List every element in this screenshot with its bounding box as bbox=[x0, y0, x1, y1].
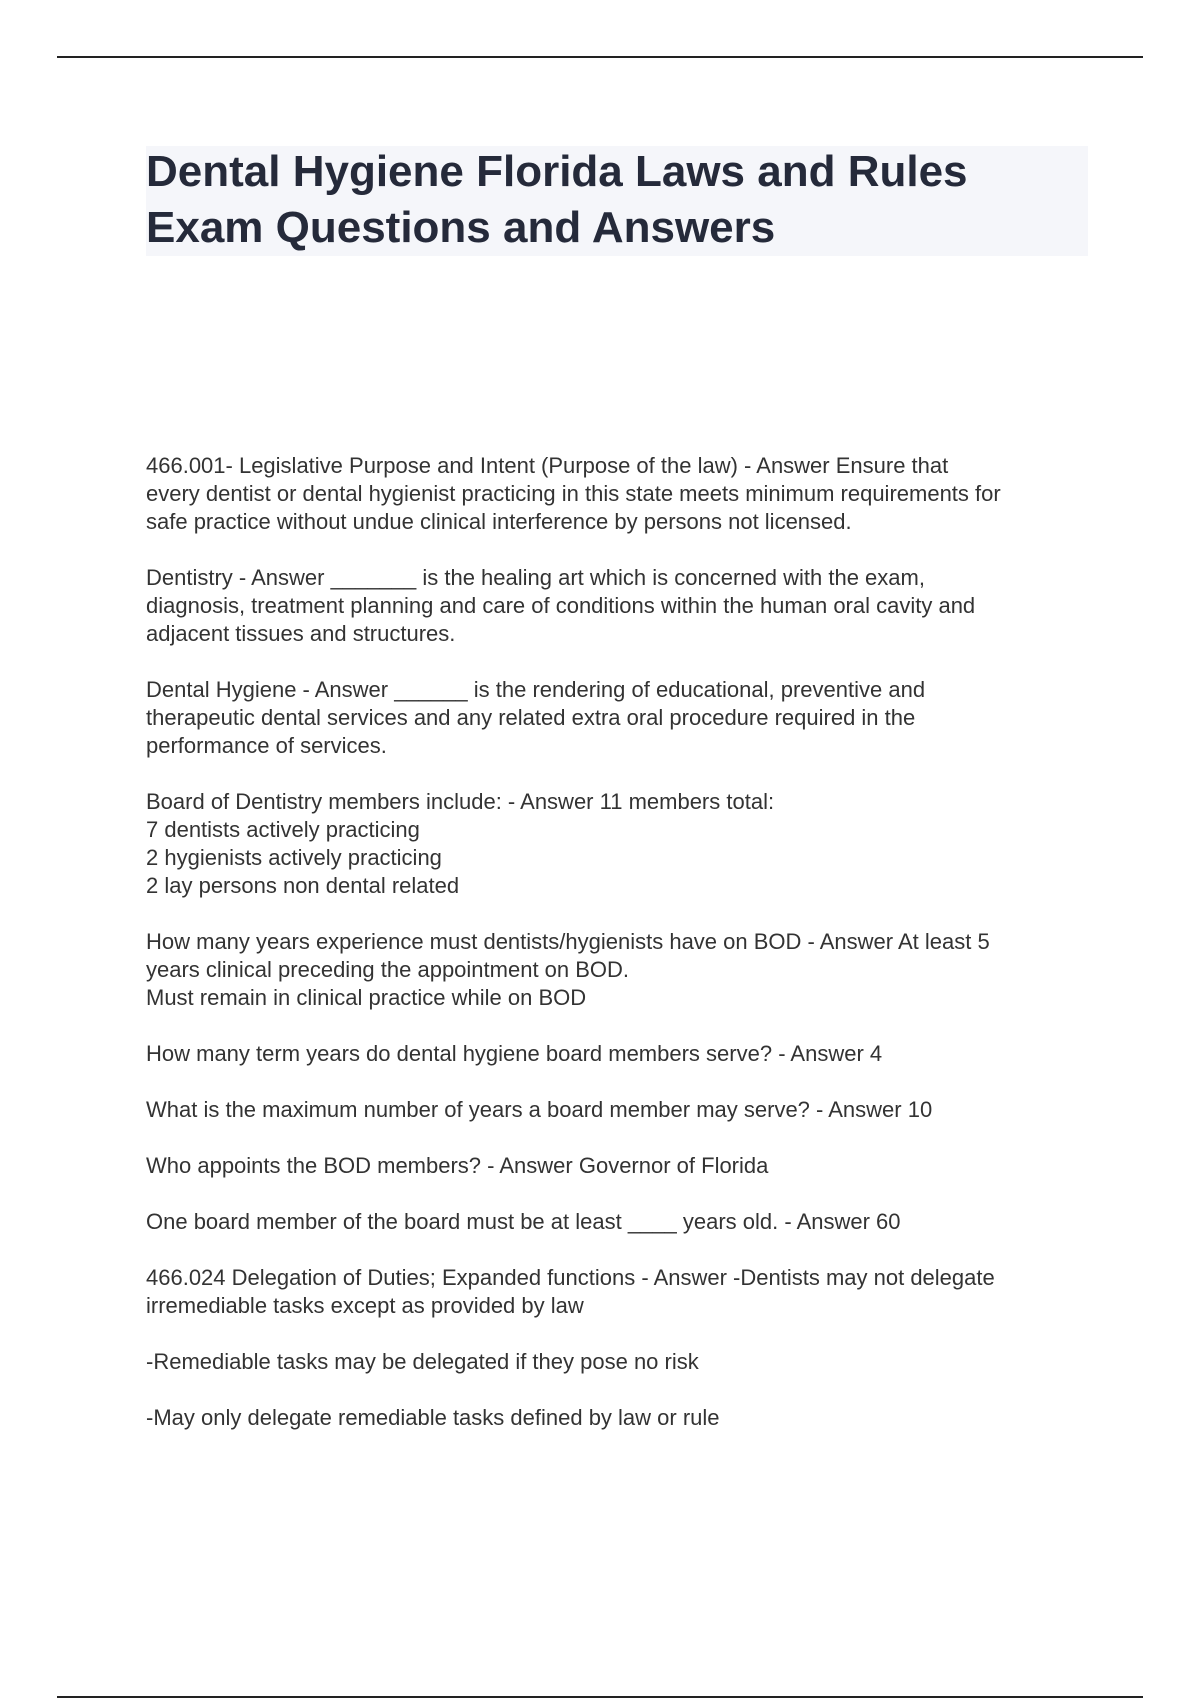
qa-line: How many term years do dental hygiene board members serve? - Answer 4 bbox=[146, 1041, 883, 1066]
qa-entry bbox=[146, 1152, 1096, 1180]
qa-list bbox=[146, 452, 1096, 1460]
qa-line: Dental Hygiene - Answer ______ is the rendering of educational, preventive and bbox=[146, 677, 926, 702]
qa-line: Board of Dentistry members include: - Answer 11 members total: bbox=[146, 789, 775, 814]
qa-line: 466.001- Legislative Purpose and Intent (Purpose of the law) - Answer Ensure that bbox=[146, 453, 949, 478]
qa-entry bbox=[146, 564, 1096, 648]
qa-entry bbox=[146, 788, 1096, 900]
qa-entry bbox=[146, 1208, 1096, 1236]
qa-line: 2 hygienists actively practicing bbox=[146, 845, 442, 870]
qa-line: therapeutic dental services and any related extra oral procedure required in the bbox=[146, 705, 916, 730]
qa-entry bbox=[146, 1264, 1096, 1320]
qa-line: years clinical preceding the appointment on BOD. bbox=[146, 957, 630, 982]
qa-line: adjacent tissues and structures. bbox=[146, 621, 456, 646]
qa-line: diagnosis, treatment planning and care of conditions within the human oral cavity and bbox=[146, 593, 976, 618]
qa-line: 466.024 Delegation of Duties; Expanded functions - Answer -Dentists may not delegate bbox=[146, 1265, 995, 1290]
qa-line: -Remediable tasks may be delegated if they pose no risk bbox=[146, 1349, 699, 1374]
qa-entry bbox=[146, 452, 1096, 536]
qa-line: Must remain in clinical practice while on BOD bbox=[146, 985, 587, 1010]
qa-line: performance of services. bbox=[146, 733, 387, 758]
qa-line: How many years experience must dentists/hygienists have on BOD - Answer At least 5 bbox=[146, 929, 990, 954]
qa-line: 7 dentists actively practicing bbox=[146, 817, 420, 842]
qa-line: safe practice without undue clinical interference by persons not licensed. bbox=[146, 509, 852, 534]
top-divider bbox=[57, 56, 1143, 58]
page-title bbox=[146, 144, 1088, 256]
qa-line: every dentist or dental hygienist practicing in this state meets minimum requirements for bbox=[146, 481, 1001, 506]
qa-line: -May only delegate remediable tasks defined by law or rule bbox=[146, 1405, 720, 1430]
qa-line: Who appoints the BOD members? - Answer Governor of Florida bbox=[146, 1153, 769, 1178]
qa-line: Dentistry - Answer _______ is the healing art which is concerned with the exam, bbox=[146, 565, 925, 590]
qa-entry bbox=[146, 676, 1096, 760]
qa-line: irremediable tasks except as provided by law bbox=[146, 1293, 584, 1318]
page-title-line-2: Exam Questions and Answers bbox=[146, 203, 776, 252]
qa-entry bbox=[146, 1040, 1096, 1068]
qa-entry bbox=[146, 1096, 1096, 1124]
qa-entry bbox=[146, 1404, 1096, 1432]
qa-line: 2 lay persons non dental related bbox=[146, 873, 460, 898]
qa-line: What is the maximum number of years a board member may serve? - Answer 10 bbox=[146, 1097, 933, 1122]
qa-entry bbox=[146, 928, 1096, 1012]
bottom-divider bbox=[57, 1696, 1143, 1698]
qa-line: One board member of the board must be at least ____ years old. - Answer 60 bbox=[146, 1209, 901, 1234]
qa-entry bbox=[146, 1348, 1096, 1376]
page-title-line-1: Dental Hygiene Florida Laws and Rules bbox=[146, 147, 968, 196]
